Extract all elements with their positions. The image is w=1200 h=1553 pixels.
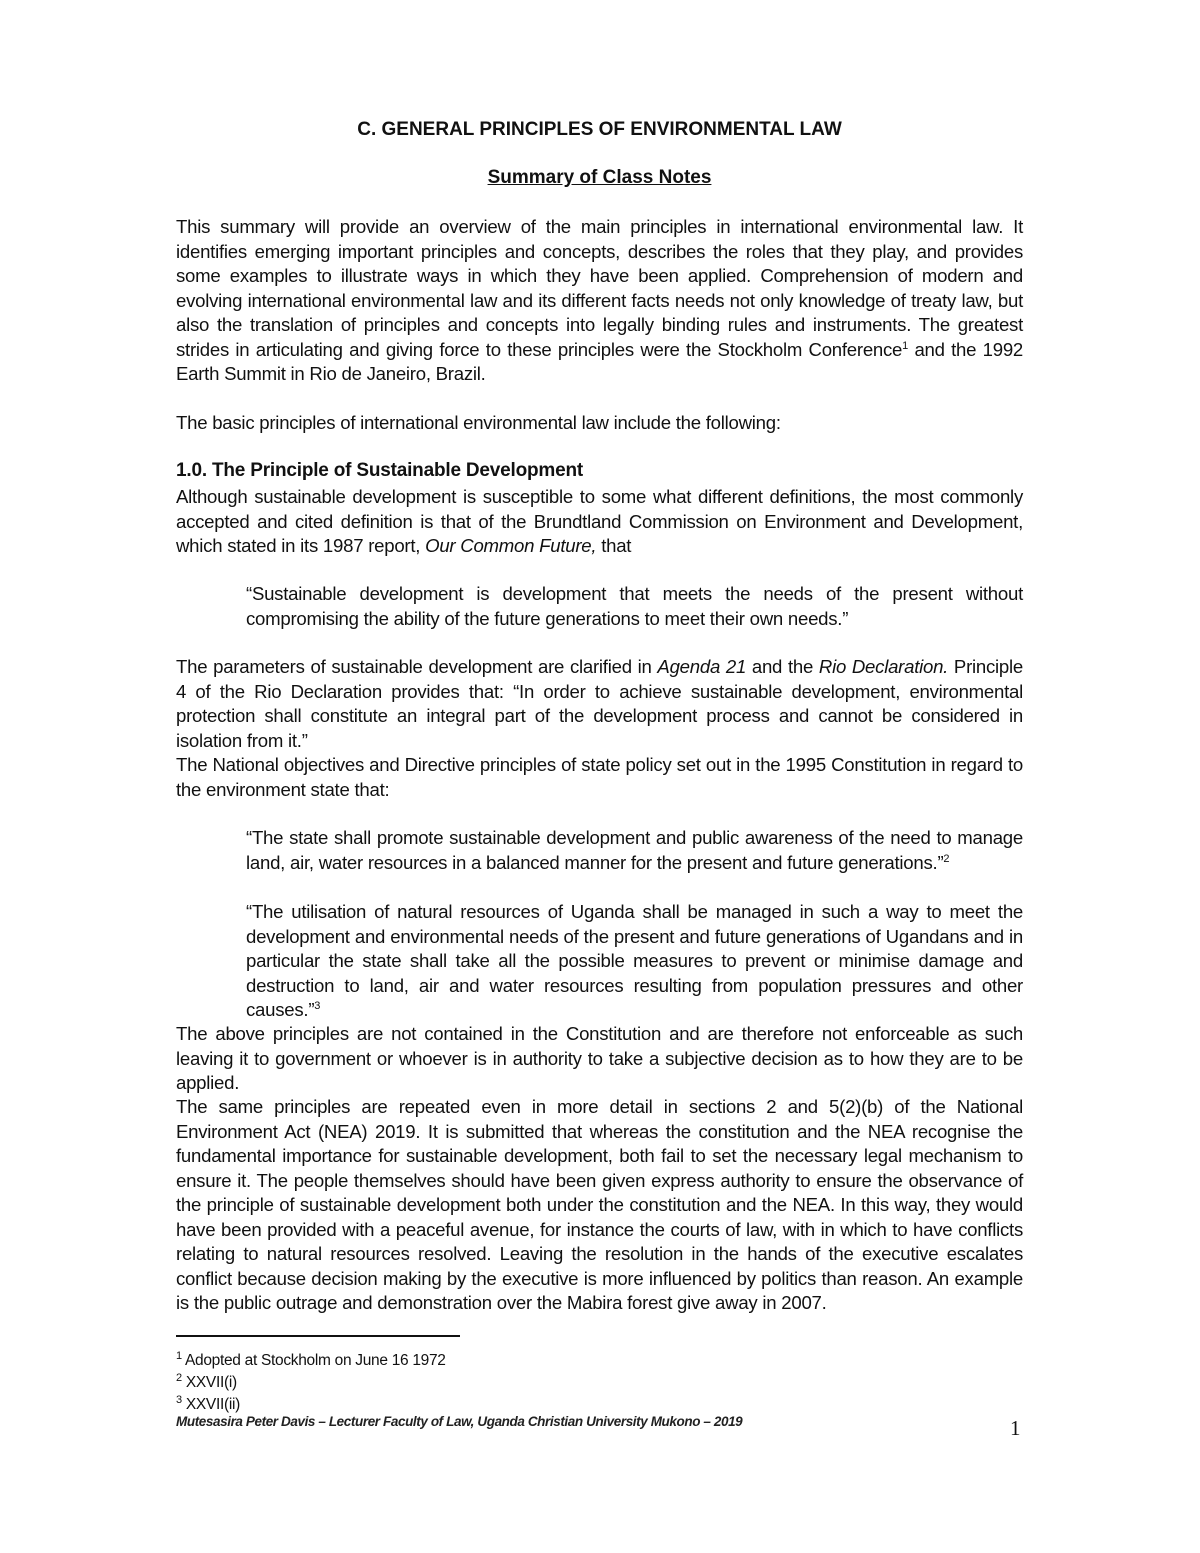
parameters-mid: and the (746, 656, 819, 677)
section-heading: 1.0. The Principle of Sustainable Development (176, 460, 583, 481)
brundtland-tail: that (596, 535, 632, 556)
footnote-ref-1[interactable]: 1 (902, 339, 909, 352)
intro-paragraph (176, 215, 1023, 387)
above-principles-paragraph: The above principles are not contained in the Constitution and are therefore not enforceable as such leaving it to government or whoever is in authority to take a subjective decision as to how they are to be applied. (176, 1023, 1023, 1093)
rio-declaration-title: Rio Declaration. (818, 656, 949, 677)
same-principles-paragraph: The same principles are repeated even in more detail in sections 2 and 5(2)(b) of the National Environment Act (NEA) 2019. It is submitted that whereas the constitution and the NEA recognise the fundamental importance for sustainable development, both fail to set the necessary legal mechanism to ensure it. The people themselves should have been given express authority to ensure the observance of the principle of sustainable development both under the constitution and the NEA. In this way, they would have been provided with a peaceful avenue, for instance the courts of law, with in which to have conflicts relating to natural resources resolved. Leaving the resolution in the hands of the executive escalates conflict because decision making by the executive is more influenced by politics than reason. An example is the public outrage and demonstration over the Mabira forest give away in 2007. (176, 1096, 1023, 1313)
footnote-number: 1 (176, 1349, 182, 1362)
national-objectives-paragraph: The National objectives and Directive principles of state policy set out in the 1995 Constitution in regard to the environment state that: (176, 754, 1023, 800)
basic-principles-paragraph: The basic principles of international environmental law include the following: (176, 412, 781, 433)
parameters-tail: Principle 4 of the Rio Declaration provides that: “In order to achieve sustainable development, environmental protection shall constitute an integral part of the development process and cannot be considered in isolation from it.” (176, 656, 1023, 751)
report-title: Our Common Future, (425, 535, 597, 556)
document-subtitle: Summary of Class Notes (487, 167, 712, 188)
state-quote-2-text: “The utilisation of natural resources of Uganda shall be managed in such a way to meet the development and environmental needs of the present and future generations of Ugandans and in particular the state shall take all the possible measures to prevent or minimise damage and destruction to land, air and water resources resulting from population pressures and other causes.” (246, 901, 1023, 1020)
document-title: C. GENERAL PRINCIPLES OF ENVIRONMENTAL LAW (357, 119, 842, 140)
agenda-21-title: Agenda 21 (657, 656, 747, 677)
footnote-ref-3[interactable]: 3 (314, 999, 321, 1012)
footnote-text: XXVII(i) (181, 1374, 237, 1391)
state-quote-1 (246, 826, 1023, 875)
footnote-ref-2[interactable]: 2 (943, 852, 950, 865)
footnote-number: 3 (176, 1393, 182, 1406)
parameters-paragraph (176, 655, 1023, 753)
author-footer: Mutesasira Peter Davis – Lecturer Faculty of Law, Uganda Christian University Mukono – 2019 (176, 1414, 743, 1429)
footnote-text: XXVII(ii) (181, 1396, 240, 1413)
footnote-3 (176, 1394, 776, 1416)
state-quote-1-text: “The state shall promote sustainable development and public awareness of the need to manage land, air, water resources in a balanced manner for the present and future generations.” (246, 827, 1023, 873)
footnotes (176, 1350, 776, 1416)
brundtland-quote: “Sustainable development is development that meets the needs of the present without compromising the ability of the future generations to meet their own needs.” (246, 583, 1023, 629)
footnote-number: 2 (176, 1371, 182, 1384)
parameters-text: The parameters of sustainable development are clarified in (176, 656, 658, 677)
brundtland-text: Although sustainable development is susceptible to some what different definitions, the most commonly accepted and cited definition is that of the Brundtland Commission on Environment and Development, which stated in its 1987 report, (176, 486, 1023, 556)
footnote-2 (176, 1372, 776, 1394)
footnote-1 (176, 1350, 776, 1372)
page-number: 1 (1010, 1416, 1021, 1440)
state-quote-2 (246, 900, 1023, 1023)
brundtland-paragraph (176, 485, 1023, 559)
intro-text: This summary will provide an overview of the main principles in international environmental law. It identifies emerging important principles and concepts, describes the roles that they play, and provides some examples to illustrate ways in which they have been applied. Comprehension of modern and evolving international environmental law and its different facts needs not only knowledge of treaty law, but also the translation of principles and concepts into legally binding rules and instruments. The greatest strides in articulating and giving force to these principles were the Stockholm Conference (176, 216, 1023, 360)
intro-tail: and the 1992 Earth Summit in Rio de Janeiro, Brazil. (176, 338, 1023, 384)
footnote-text: Adopted at Stockholm on June 16 1972 (181, 1352, 446, 1369)
footnote-separator (176, 1335, 460, 1337)
